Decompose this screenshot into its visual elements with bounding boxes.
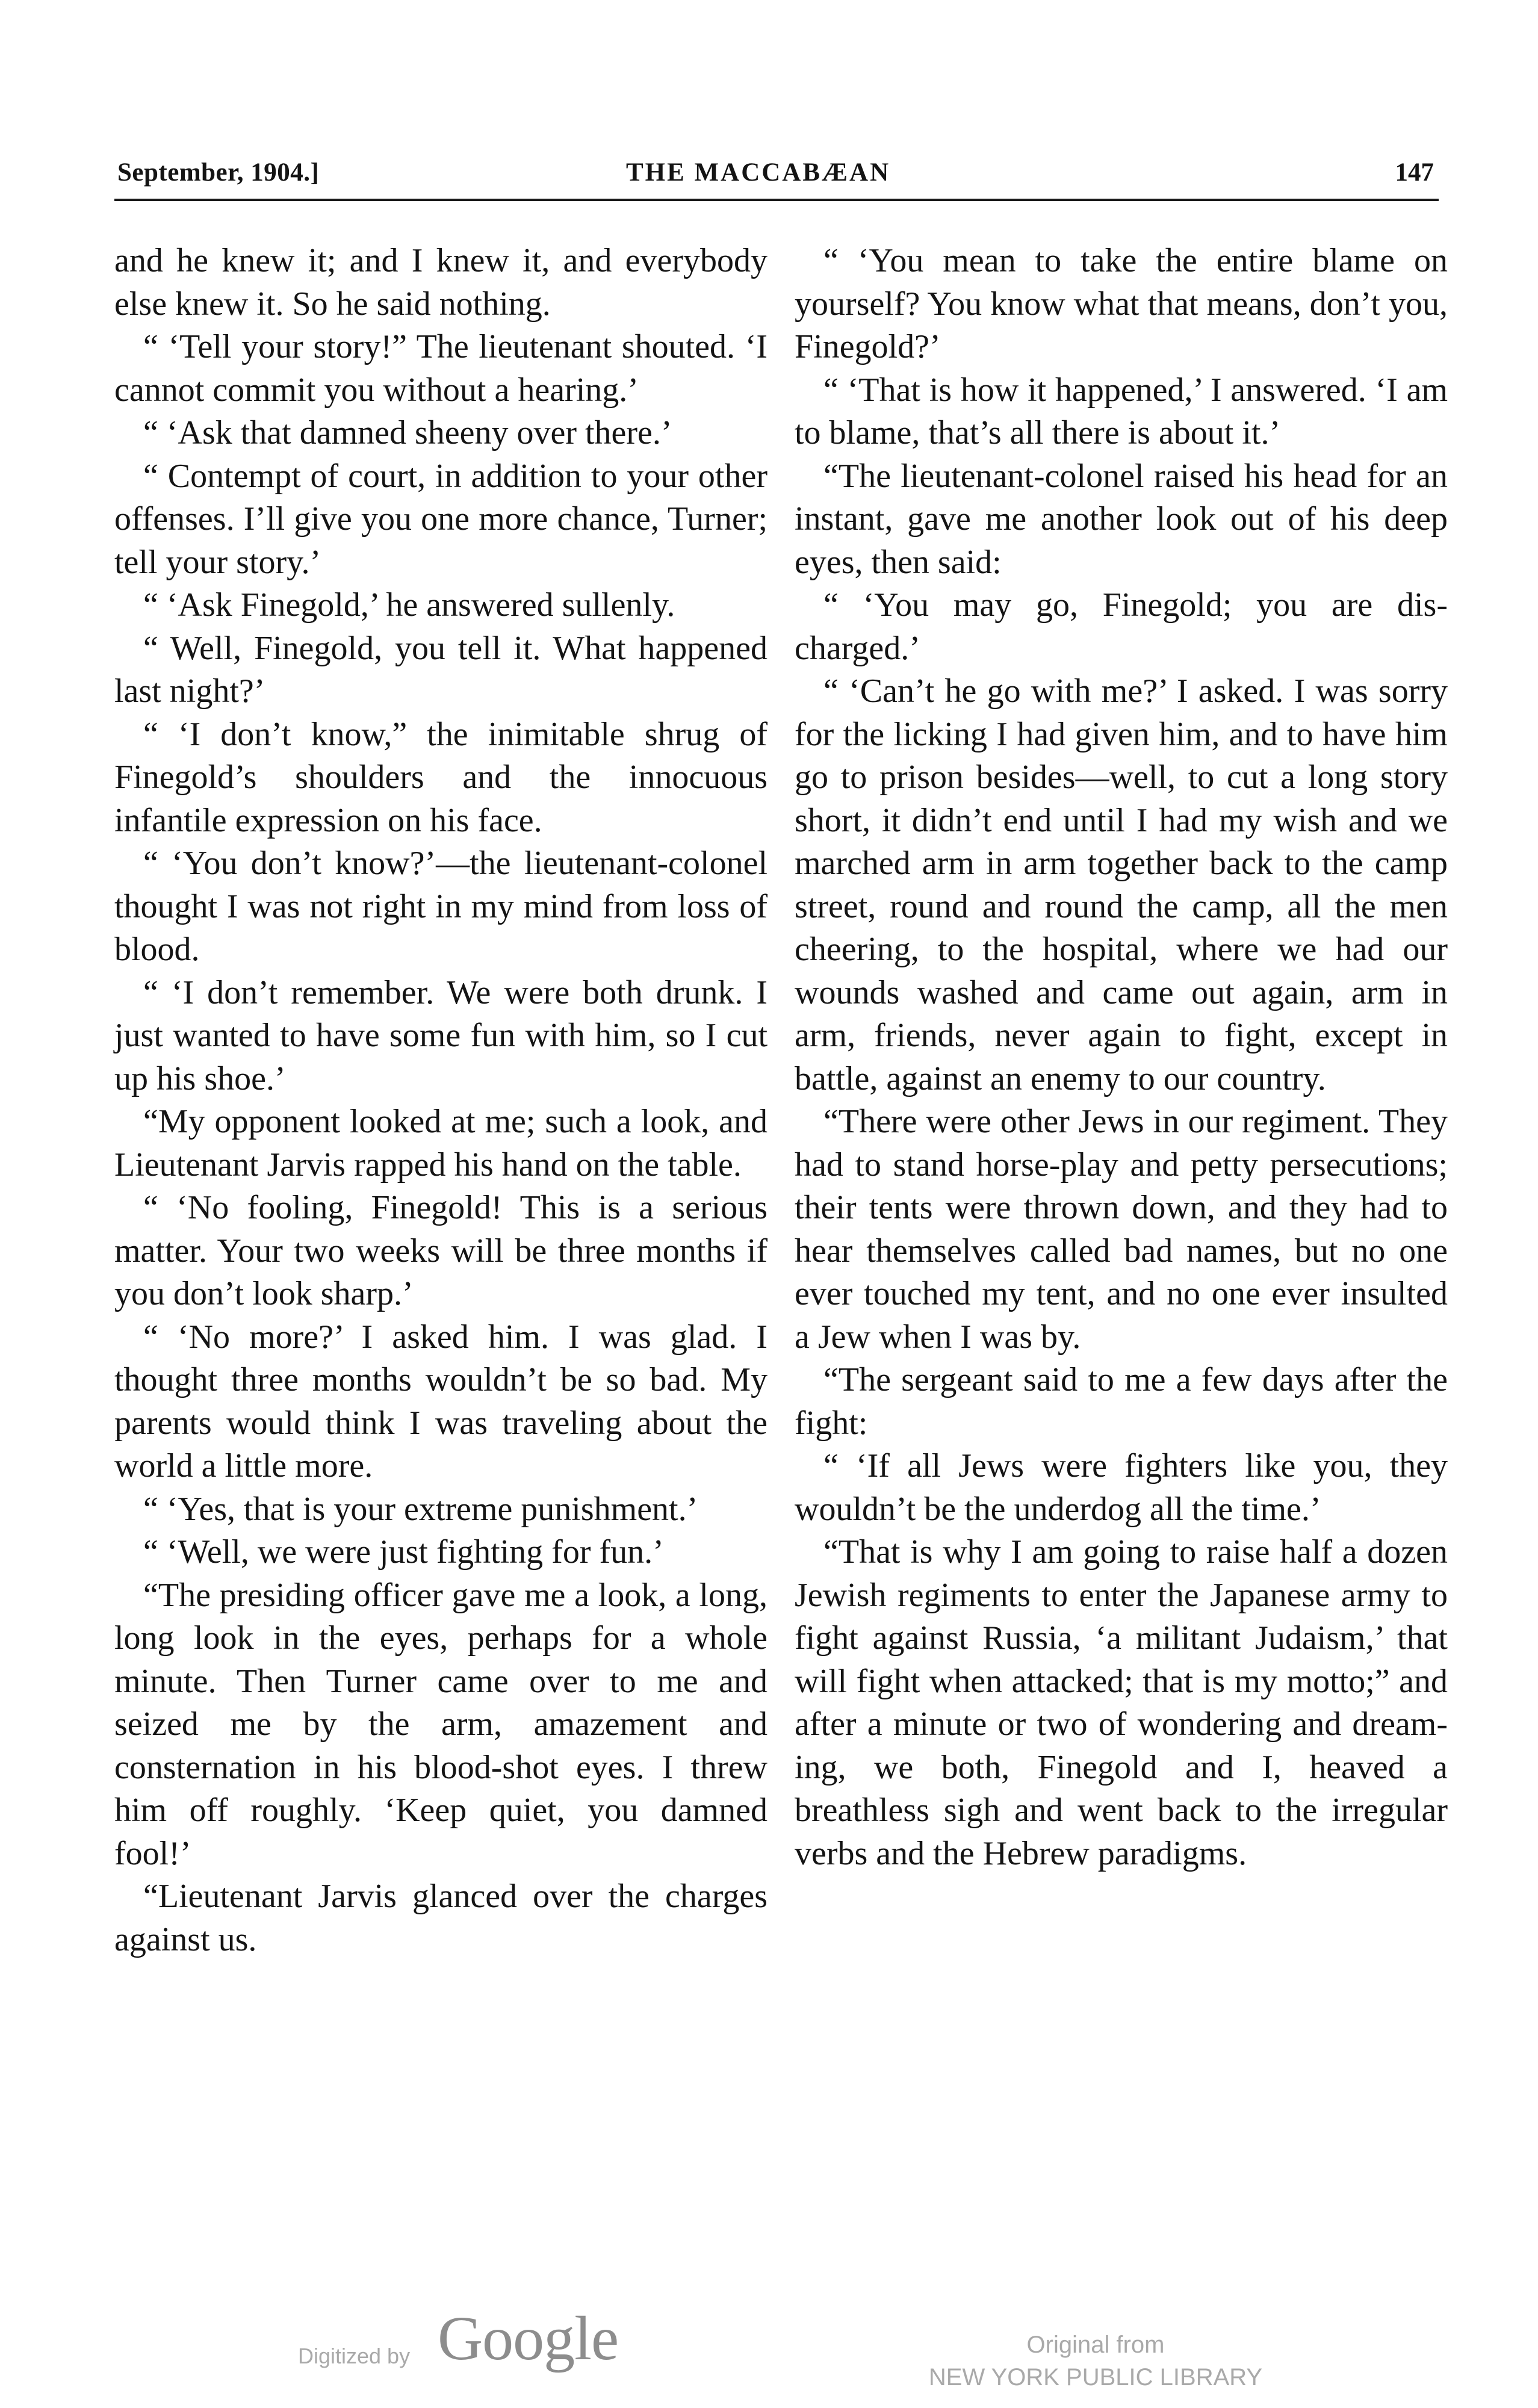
paragraph: “ ‘I don’t know,” the inimitable shrug of Finegold’s shoulders and the innocuous infantile expression on his face. xyxy=(114,715,767,839)
google-logo: Google xyxy=(438,2304,619,2373)
paragraph: “ ‘If all Jews were fighters like you, they wouldn’t be the underdog all the time.’ xyxy=(795,1447,1448,1528)
journal-title: THE MACCABÆAN xyxy=(626,158,891,187)
paragraph: “The lieutenant-colonel raised his head for an instant, gave me another look out of his deep eyes, then said: xyxy=(795,457,1448,581)
issue-date: September, 1904.] xyxy=(117,158,320,187)
paragraph: “ ‘No more?’ I asked him. I was glad. I thought three months wouldn’t be so bad. My parents would think I was traveling about the world a little more. xyxy=(114,1318,767,1485)
digitized-by-watermark xyxy=(298,2303,659,2393)
original-from-label: Original from xyxy=(1026,2332,1165,2358)
paragraph: “ ‘Well, we were just fighting for fun.’ xyxy=(143,1533,664,1571)
paragraph: “ ‘Yes, that is your extreme punishment.’ xyxy=(143,1490,698,1528)
paragraph: “ Well, Finegold, you tell it. What happened last night?’ xyxy=(114,629,767,710)
paragraph: “ ‘Can’t he go with me?’ I asked. I was sorry for the licking I had given him, and to have him go to prison besides—well, to cut a long story short, it didn’t end until I had my wish and we marched arm in arm together back to the camp street, round and round the camp, all the men cheering, to the hospital, where we had our wounds washed and came out again, arm in arm, friends, never again to fight, except in battle, against an enemy to our country. xyxy=(795,672,1448,1097)
running-head xyxy=(114,158,1439,194)
right-column xyxy=(795,240,1448,1875)
library-attribution xyxy=(897,2329,1294,2394)
paragraph: “ ‘You may go, Finegold; you are discharged.’ xyxy=(795,586,1448,667)
paragraph: “ ‘I don’t remember. We were both drunk. I just wanted to have some fun with him, so I cut up his shoe.’ xyxy=(114,973,767,1097)
paragraph: “The sergeant said to me a few days after the fight: xyxy=(795,1361,1448,1442)
header-rule xyxy=(114,199,1439,201)
paragraph: “ ‘You mean to take the entire blame on yourself? You know what that means, don’t you, Finegold?’ xyxy=(795,242,1448,365)
paragraph: “ ‘No fooling, Finegold! This is a serious matter. Your two weeks will be three months if you don’t look sharp.’ xyxy=(114,1189,767,1312)
paragraph: “ ‘You don’t know?’—the lieutenant-colonel thought I was not right in my mind from loss of blood. xyxy=(114,845,767,968)
paragraph: and he knew it; and I knew it, and everybody else knew it. So he said nothing. xyxy=(114,242,767,323)
paragraph: “ ‘Ask Finegold,’ he answered sullenly. xyxy=(143,586,675,624)
paragraph: “That is why I am going to raise half a dozen Jewish regiments to enter the Japanese army to fight against Russia, ‘a militant Judaism,’ that will fight when attacked; that is my motto;” and after a minute or two of wondering and dreaming, we both, Finegold and I, heaved a breathless sigh and went back to the irregular verbs and the Hebrew paradigms. xyxy=(795,1533,1448,1872)
paragraph: “Lieutenant Jarvis glanced over the charges against us. xyxy=(114,1878,767,1958)
paragraph: “ Contempt of court, in addition to your other offenses. I’ll give you one more chance, Turner; tell your story.’ xyxy=(114,457,767,581)
left-column xyxy=(114,240,767,1961)
paragraph: “ ‘That is how it happened,’ I answered. ‘I am to blame, that’s all there is about it.’ xyxy=(795,371,1448,452)
digitized-by-label: Digitized by xyxy=(298,2344,411,2368)
paragraph: “ ‘Ask that damned sheeny over there.’ xyxy=(143,414,672,452)
paragraph: “The presiding officer gave me a look, a long, long look in the eyes, perhaps for a whole minute. Then Turner came over to me and seized me by the arm, amazement and consternation in his blood-shot eyes. I threw him off roughly. ‘Keep quiet, you damned fool!’ xyxy=(114,1576,767,1872)
paragraph: “My opponent looked at me; such a look, and Lieutenant Jarvis rapped his hand on the table. xyxy=(114,1103,767,1184)
paragraph: “ ‘Tell your story!” The lieutenant shouted. ‘I cannot commit you without a hearing.’ xyxy=(114,328,767,409)
page-number: 147 xyxy=(1395,158,1434,187)
paragraph: “There were other Jews in our regiment. They had to stand horse-play and petty persecutions; their tents were thrown down, and they had to hear themselves called bad names, but no one ever touched my tent, and no one ever insulted a Jew when I was by. xyxy=(795,1103,1448,1356)
library-name: NEW YORK PUBLIC LIBRARY xyxy=(928,2364,1263,2391)
